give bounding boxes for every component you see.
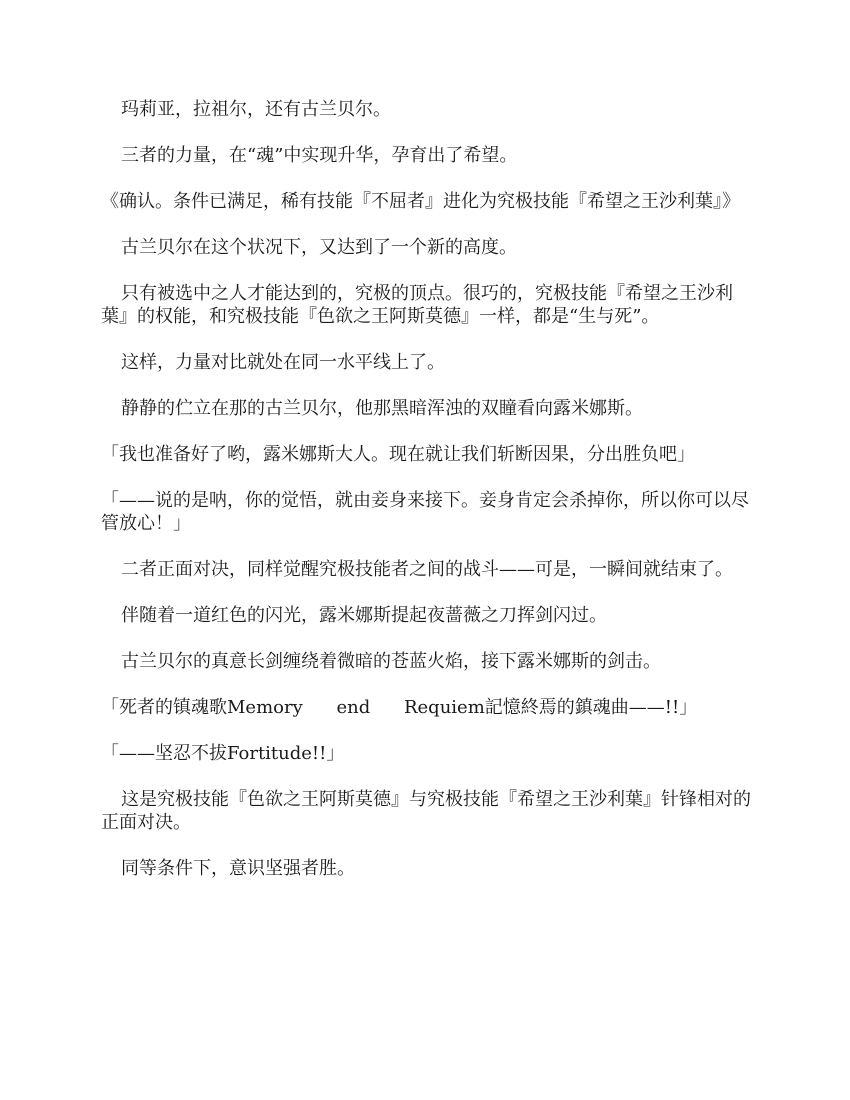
paragraph: 只有被选中之人才能达到的，究极的顶点。很巧的，究极技能『希望之王沙利葉』的权能，和究极技能『色欲之王阿斯莫德』一样，都是“生与死”。 <box>101 283 733 327</box>
body-text <box>101 98 751 903</box>
paragraph: 古兰贝尔在这个状况下，又达到了一个新的高度。 <box>121 237 517 258</box>
paragraph: 同等条件下，意识坚强者胜。 <box>121 858 355 879</box>
dialogue-paragraph: 「我也准备好了哟，露米娜斯大人。现在就让我们斩断因果，分出胜负吧」 <box>101 444 695 465</box>
dialogue-paragraph: 「——说的是呐，你的觉悟，就由妾身来接下。妾身肯定会杀掉你，所以你可以尽管放心！」 <box>101 490 749 534</box>
dialogue-paragraph: 「——坚忍不拔Fortitude!!」 <box>101 743 345 764</box>
paragraph: 古兰贝尔的真意长剑缠绕着微暗的苍蓝火焰，接下露米娜斯的剑击。 <box>121 651 661 672</box>
paragraph: 静静的伫立在那的古兰贝尔，他那黑暗浑浊的双瞳看向露米娜斯。 <box>121 398 643 419</box>
paragraph: 二者正面对决，同样觉醒究极技能者之间的战斗——可是，一瞬间就结束了。 <box>121 559 733 580</box>
paragraph: 这是究极技能『色欲之王阿斯莫德』与究极技能『希望之王沙利葉』针锋相对的正面对决。 <box>101 789 751 833</box>
dialogue-paragraph: 「死者的镇魂歌Memory end Requiem記憶終焉的鎮魂曲——!!」 <box>101 697 698 718</box>
paragraph: 伴随着一道红色的闪光，露米娜斯提起夜蔷薇之刀挥剑闪过。 <box>121 605 607 626</box>
paragraph: 《确认。条件已满足，稀有技能『不屈者』进化为究极技能『希望之王沙利葉』》 <box>101 191 740 212</box>
paragraph: 这样，力量对比就处在同一水平线上了。 <box>121 352 445 373</box>
paragraph: 玛莉亚，拉祖尔，还有古兰贝尔。 <box>121 99 391 120</box>
paragraph: 三者的力量，在“魂”中实现升华，孕育出了希望。 <box>121 145 518 166</box>
